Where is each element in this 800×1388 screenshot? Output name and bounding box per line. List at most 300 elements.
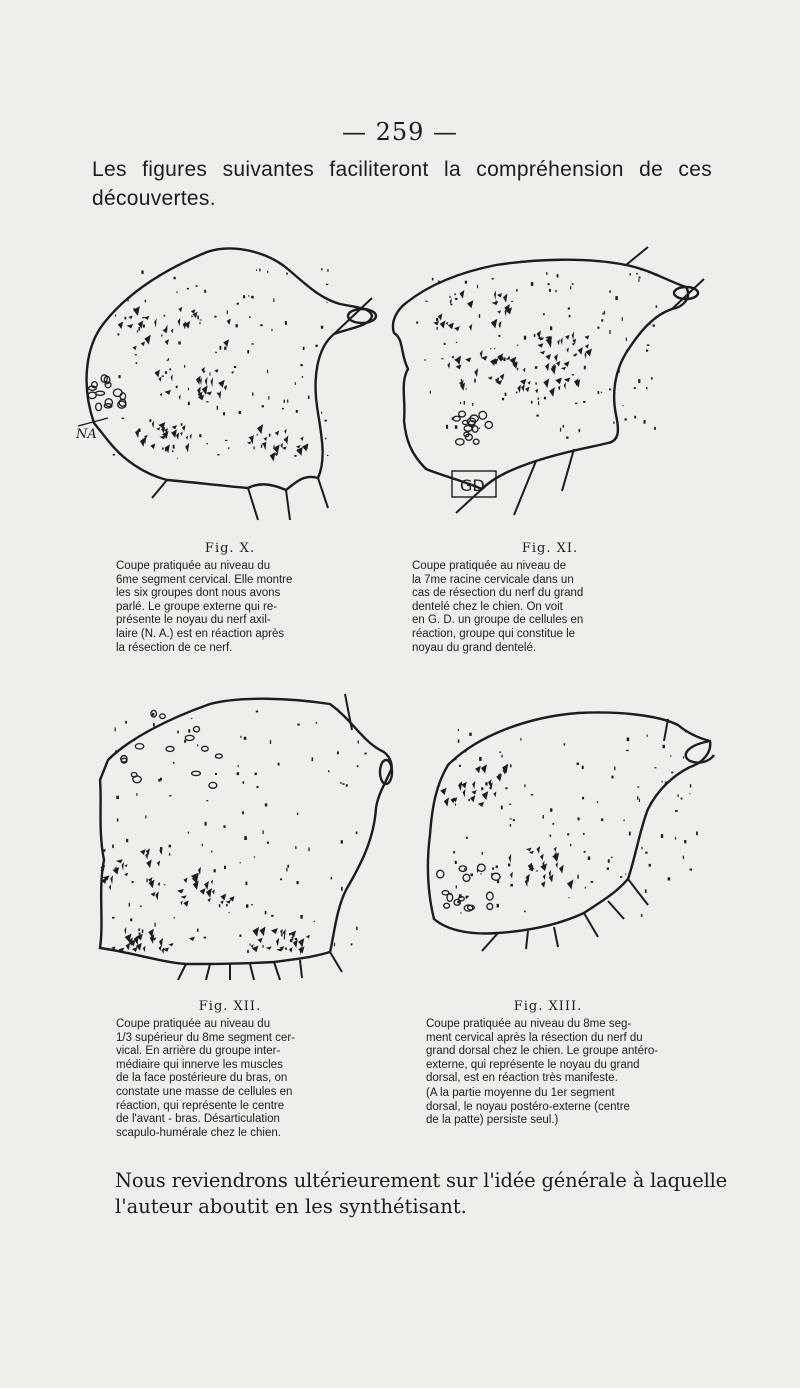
cell-blob [527,381,530,385]
stipple-dot [287,865,289,868]
ring-cell [459,897,465,901]
ring-cell [463,874,470,881]
cell-blob [525,878,528,887]
stipple-dot [223,825,225,827]
ring-cell [492,873,500,880]
stipple-dot [285,321,287,325]
stipple-dot [675,810,677,812]
ring-cell [105,382,111,388]
stipple-dot [206,443,207,445]
stipple-dot [125,721,127,724]
caption-line: externe, qui représente le noyau du grand [426,1058,640,1071]
stipple-dot [544,397,546,400]
stipple-dot [215,352,217,353]
cell-blob [520,379,526,385]
stipple-dot [639,277,641,279]
stipple-dot [217,454,219,455]
cell-blob [201,367,204,373]
stipple-dot [548,283,550,285]
stipple-dot [584,851,586,853]
cell-blob [182,425,186,431]
stipple-dot [140,906,142,907]
stipple-dot [668,877,671,880]
stipple-dot [436,318,438,321]
cell-blob [176,432,179,439]
page-number: — 259 — [341,118,459,146]
cell-blob [440,788,446,795]
cell-blob [509,854,512,863]
cell-blob [556,862,558,868]
cell-blob [271,928,278,934]
cell-blob [247,441,251,444]
stipple-dot [604,311,605,314]
cell-blob [564,382,566,389]
cell-blob [564,361,570,367]
stipple-dot [438,281,440,282]
stipple-dot [217,393,219,395]
stipple-dot [455,803,456,805]
cell-blob [472,781,475,789]
stipple-dot [670,755,671,757]
stipple-dot [681,798,683,800]
cell-blob [212,889,215,894]
stipple-dot [626,338,627,341]
stipple-dot [267,842,269,844]
cell-blob [171,429,177,437]
cell-blob [459,290,464,299]
cell-blob [545,354,551,360]
cell-blob [529,851,534,854]
stipple-dot [174,917,175,918]
ring-cell [118,401,126,408]
stipple-dot [467,896,468,897]
stipple-dot [458,729,459,731]
cell-blob [284,429,286,434]
cell-blob [141,342,145,347]
cell-blob [270,452,276,461]
cell-blob [159,435,166,439]
stipple-dot [634,387,636,389]
stipple-dot [287,400,288,403]
stipple-dot [152,713,154,716]
stipple-dot [188,832,189,834]
stipple-dot [255,773,257,775]
stipple-dot [651,377,653,379]
cell-blob [133,306,140,316]
stipple-dot [286,868,287,872]
caption-line: scapulo-humérale chez le chien. [116,1126,281,1139]
stipple-dot [550,808,552,811]
caption-line: noyau du grand dentelé. [412,641,537,654]
cell-blob [540,351,545,355]
cell-blob [231,371,234,374]
cell-blob [151,892,156,897]
figure-xiii-caption [426,1018,688,1128]
stipple-dot [479,757,481,761]
stipple-dot [550,835,552,837]
stipple-dot [451,304,453,305]
cell-blob [264,437,268,441]
stipple-dot [609,330,610,334]
stipple-dot [162,448,164,450]
stipple-dot [626,350,628,351]
cell-blob [525,387,529,393]
stipple-dot [236,324,238,327]
stipple-dot [588,856,591,859]
cell-blob [471,790,476,794]
stipple-dot [502,398,504,400]
stipple-dot [206,401,208,402]
ring-cell [453,416,460,421]
stipple-dot [164,884,166,885]
stipple-dot [441,358,443,359]
stipple-dot [481,787,483,790]
stipple-dot [315,345,317,347]
stipple-dot [449,296,450,298]
stipple-dot [246,904,248,907]
stipple-dot [271,915,273,917]
stipple-dot [199,322,200,324]
stipple-dot [607,867,609,869]
ring-cell [166,746,174,751]
stipple-dot [577,763,579,765]
stipple-dot [501,357,503,360]
cell-blob [146,859,152,868]
stipple-dot [655,273,657,276]
cell-blob [124,873,128,876]
stipple-dot [285,948,287,950]
stipple-dot [646,350,648,352]
cell-blob [572,331,574,340]
stipple-dot [327,455,328,456]
cell-blob [517,385,521,393]
stipple-dot [176,386,178,388]
stipple-dot [328,770,329,772]
stipple-dot [568,897,569,898]
stipple-dot [188,388,189,390]
stipple-dot [614,767,615,771]
cell-blob [150,443,155,449]
stipple-dot [238,765,239,767]
stipple-dot [579,429,580,432]
ring-cell [96,391,105,395]
ring-cell [437,870,444,878]
stipple-dot [496,865,498,867]
cell-blob [179,394,181,400]
cell-blob [154,369,160,377]
closing-line: Nous reviendrons ultérieurement sur l'idée générale à laquelle [115,1169,728,1192]
stipple-dot [174,277,176,279]
stipple-dot [133,308,135,309]
stipple-dot [465,896,467,899]
ring-cell [444,903,450,908]
caption-line: la résection de ce nerf. [116,641,233,654]
stipple-dot [117,818,118,821]
stipple-dot [468,799,470,801]
stipple-dot [200,319,202,320]
cell-blob [180,432,182,436]
cell-blob [159,938,163,947]
stipple-dot [582,766,584,769]
stipple-dot [289,933,291,936]
stipple-dot [461,379,462,381]
stipple-dot [455,298,457,300]
cell-blob [211,880,213,885]
stipple-dot [555,290,557,292]
stipple-dot [647,735,648,737]
cell-blob [276,948,283,951]
cell-blob [189,937,195,941]
stipple-dot [302,376,303,377]
cell-blob [554,847,557,852]
cell-blob [454,326,460,331]
stipple-dot [510,884,513,887]
stipple-dot [665,782,668,785]
stipple-dot [437,327,438,330]
cell-blob [154,318,156,327]
stipple-dot [575,354,577,356]
cell-blob [451,355,454,358]
stipple-dot [626,750,629,751]
stipple-dot [524,336,526,340]
stipple-dot [460,402,461,404]
stipple-dot [625,874,626,875]
stipple-dot [139,933,141,936]
figure-x-drawing [72,238,392,523]
stipple-dot [496,301,497,303]
cell-blob [455,356,461,366]
stipple-dot [516,392,518,394]
spinal-section-illustration [386,243,706,528]
cell-blob [168,943,173,946]
cell-blob [224,385,227,391]
stipple-dot [165,448,166,451]
nerve-marker-label: GD [460,476,485,495]
stipple-dot [490,348,491,349]
caption-line: ment cervical après la résection du nerf du [426,1031,643,1044]
stipple-dot [214,316,216,318]
stipple-dot [262,405,264,407]
ring-cell [487,892,494,900]
stipple-dot [136,793,137,796]
stipple-dot [479,314,480,318]
caption-line: Coupe pratiquée au niveau de [412,560,567,572]
stipple-dot [614,400,615,402]
stipple-dot [465,388,466,389]
cell-blob [132,346,136,351]
cell-blob [440,321,446,329]
stipple-dot [234,366,236,368]
stipple-dot [337,751,339,754]
cell-blob [155,891,158,900]
caption-line: dorsal, est en réaction très manifeste. [426,1072,618,1085]
cell-blob [458,781,462,791]
cell-blob [218,391,221,400]
ring-cell [202,746,209,751]
stipple-dot [172,451,174,453]
cell-blob [584,351,586,360]
stipple-dot [282,408,284,409]
stipple-dot [446,425,448,429]
stipple-dot [316,722,317,724]
stipple-dot [265,803,267,806]
cell-blob [200,888,206,894]
caption-line: de la face postérieure du bras, on [116,1072,288,1085]
cell-blob [494,290,496,300]
stipple-dot [644,420,646,424]
cell-blob [158,377,161,382]
spinal-section-illustration [90,690,410,980]
stipple-dot [224,347,226,350]
stipple-dot [239,935,241,937]
cell-blob [556,361,560,367]
cell-blob [560,337,562,345]
cell-blob [478,802,484,807]
figure-xii-caption [116,1018,326,1140]
stipple-dot [482,852,483,855]
caption-line: réaction, qui représente le centre [116,1099,285,1112]
stipple-dot [552,823,554,825]
stipple-dot [634,416,636,419]
stipple-dot [564,743,566,745]
stipple-dot [334,943,335,946]
cell-blob [521,384,525,391]
caption-line: Coupe pratiquée au niveau du 8me seg- [426,1018,632,1030]
stipple-dot [358,740,359,743]
stipple-dot [585,887,586,889]
stipple-dot [226,904,228,906]
stipple-dot [568,308,570,310]
stipple-dot [569,315,571,318]
stipple-dot [524,911,526,913]
stipple-dot [308,396,310,399]
stipple-dot [137,330,138,332]
stipple-dot [456,342,457,343]
intro-paragraph [92,155,712,213]
stipple-dot [622,317,623,321]
stipple-dot [570,844,571,846]
cell-blob [493,791,496,797]
stipple-dot [229,912,230,913]
stipple-dot [341,840,343,843]
stipple-dot [572,374,574,375]
stipple-dot [248,295,249,297]
stipple-dot [280,878,282,880]
caption-line: laire (N. A.) est en réaction après [116,627,285,640]
cell-blob [184,878,188,884]
stipple-dot [251,904,253,905]
stipple-dot [341,887,343,891]
stipple-dot [211,851,212,853]
stipple-dot [267,271,268,273]
stipple-dot [505,787,507,789]
stipple-dot [466,837,468,839]
stipple-dot [204,371,205,372]
stipple-dot [645,852,647,854]
figure-xiii-drawing [418,705,718,955]
cell-blob [158,946,161,951]
stipple-dot [284,400,285,403]
stipple-dot [690,784,691,787]
stipple-dot [456,885,457,888]
cell-blob [109,884,111,890]
stipple-dot [656,305,658,307]
stipple-dot [508,863,510,866]
cell-blob [549,387,555,397]
stipple-dot [273,298,274,301]
stipple-dot [252,392,253,395]
closing-paragraph [115,1168,728,1220]
caption-line: la 7me racine cervicale dans un [412,573,574,586]
cell-blob [467,300,473,308]
stipple-dot [128,299,129,302]
stipple-dot [640,268,642,270]
stipple-dot [601,392,602,393]
cell-blob [160,393,162,396]
stipple-dot [178,341,180,344]
stipple-dot [622,405,623,406]
stipple-dot [205,822,207,826]
stipple-dot [464,751,466,753]
stipple-dot [675,837,676,839]
stipple-dot [503,357,505,361]
ring-cell [133,776,141,783]
stipple-dot [197,315,198,319]
stipple-dot [188,729,190,732]
stipple-dot [117,333,119,335]
stipple-dot [251,343,253,344]
stipple-dot [268,396,269,400]
ring-cell [456,439,464,445]
stipple-dot [641,847,642,849]
cell-blob [306,935,310,939]
cell-blob [169,368,171,371]
caption-line: constate une masse de cellules en [116,1085,293,1098]
stipple-dot [224,866,226,869]
cell-blob [296,445,301,448]
stipple-dot [513,819,515,821]
stipple-dot [243,781,245,783]
stipple-dot [444,343,446,345]
caption-line: vical. En arrière du groupe inter- [116,1045,281,1058]
stipple-dot [260,324,262,326]
stipple-dot [577,875,578,879]
figure-label: Fig. XIII. [513,999,583,1014]
ring-cell [479,411,487,419]
stipple-dot [254,446,255,449]
stipple-dot [300,364,302,366]
stipple-dot [169,845,171,848]
stipple-dot [638,279,639,282]
stipple-dot [177,458,178,459]
stipple-dot [498,335,500,337]
cell-blob [252,927,259,937]
caption-line: cas de résection du nerf du grand [412,587,584,600]
stipple-dot [161,335,162,337]
cell-blob [180,901,182,906]
stipple-dot [154,923,155,927]
stipple-dot [615,296,617,300]
nerve-marker-label: NA [76,427,97,442]
stipple-dot [237,772,239,775]
cell-blob [456,364,462,369]
cell-blob [510,872,513,879]
caption-line: Coupe pratiquée au niveau du [116,560,271,572]
stipple-dot [297,449,299,452]
stipple-dot [662,781,663,783]
ring-cell [477,864,485,871]
stipple-dot [206,800,208,801]
